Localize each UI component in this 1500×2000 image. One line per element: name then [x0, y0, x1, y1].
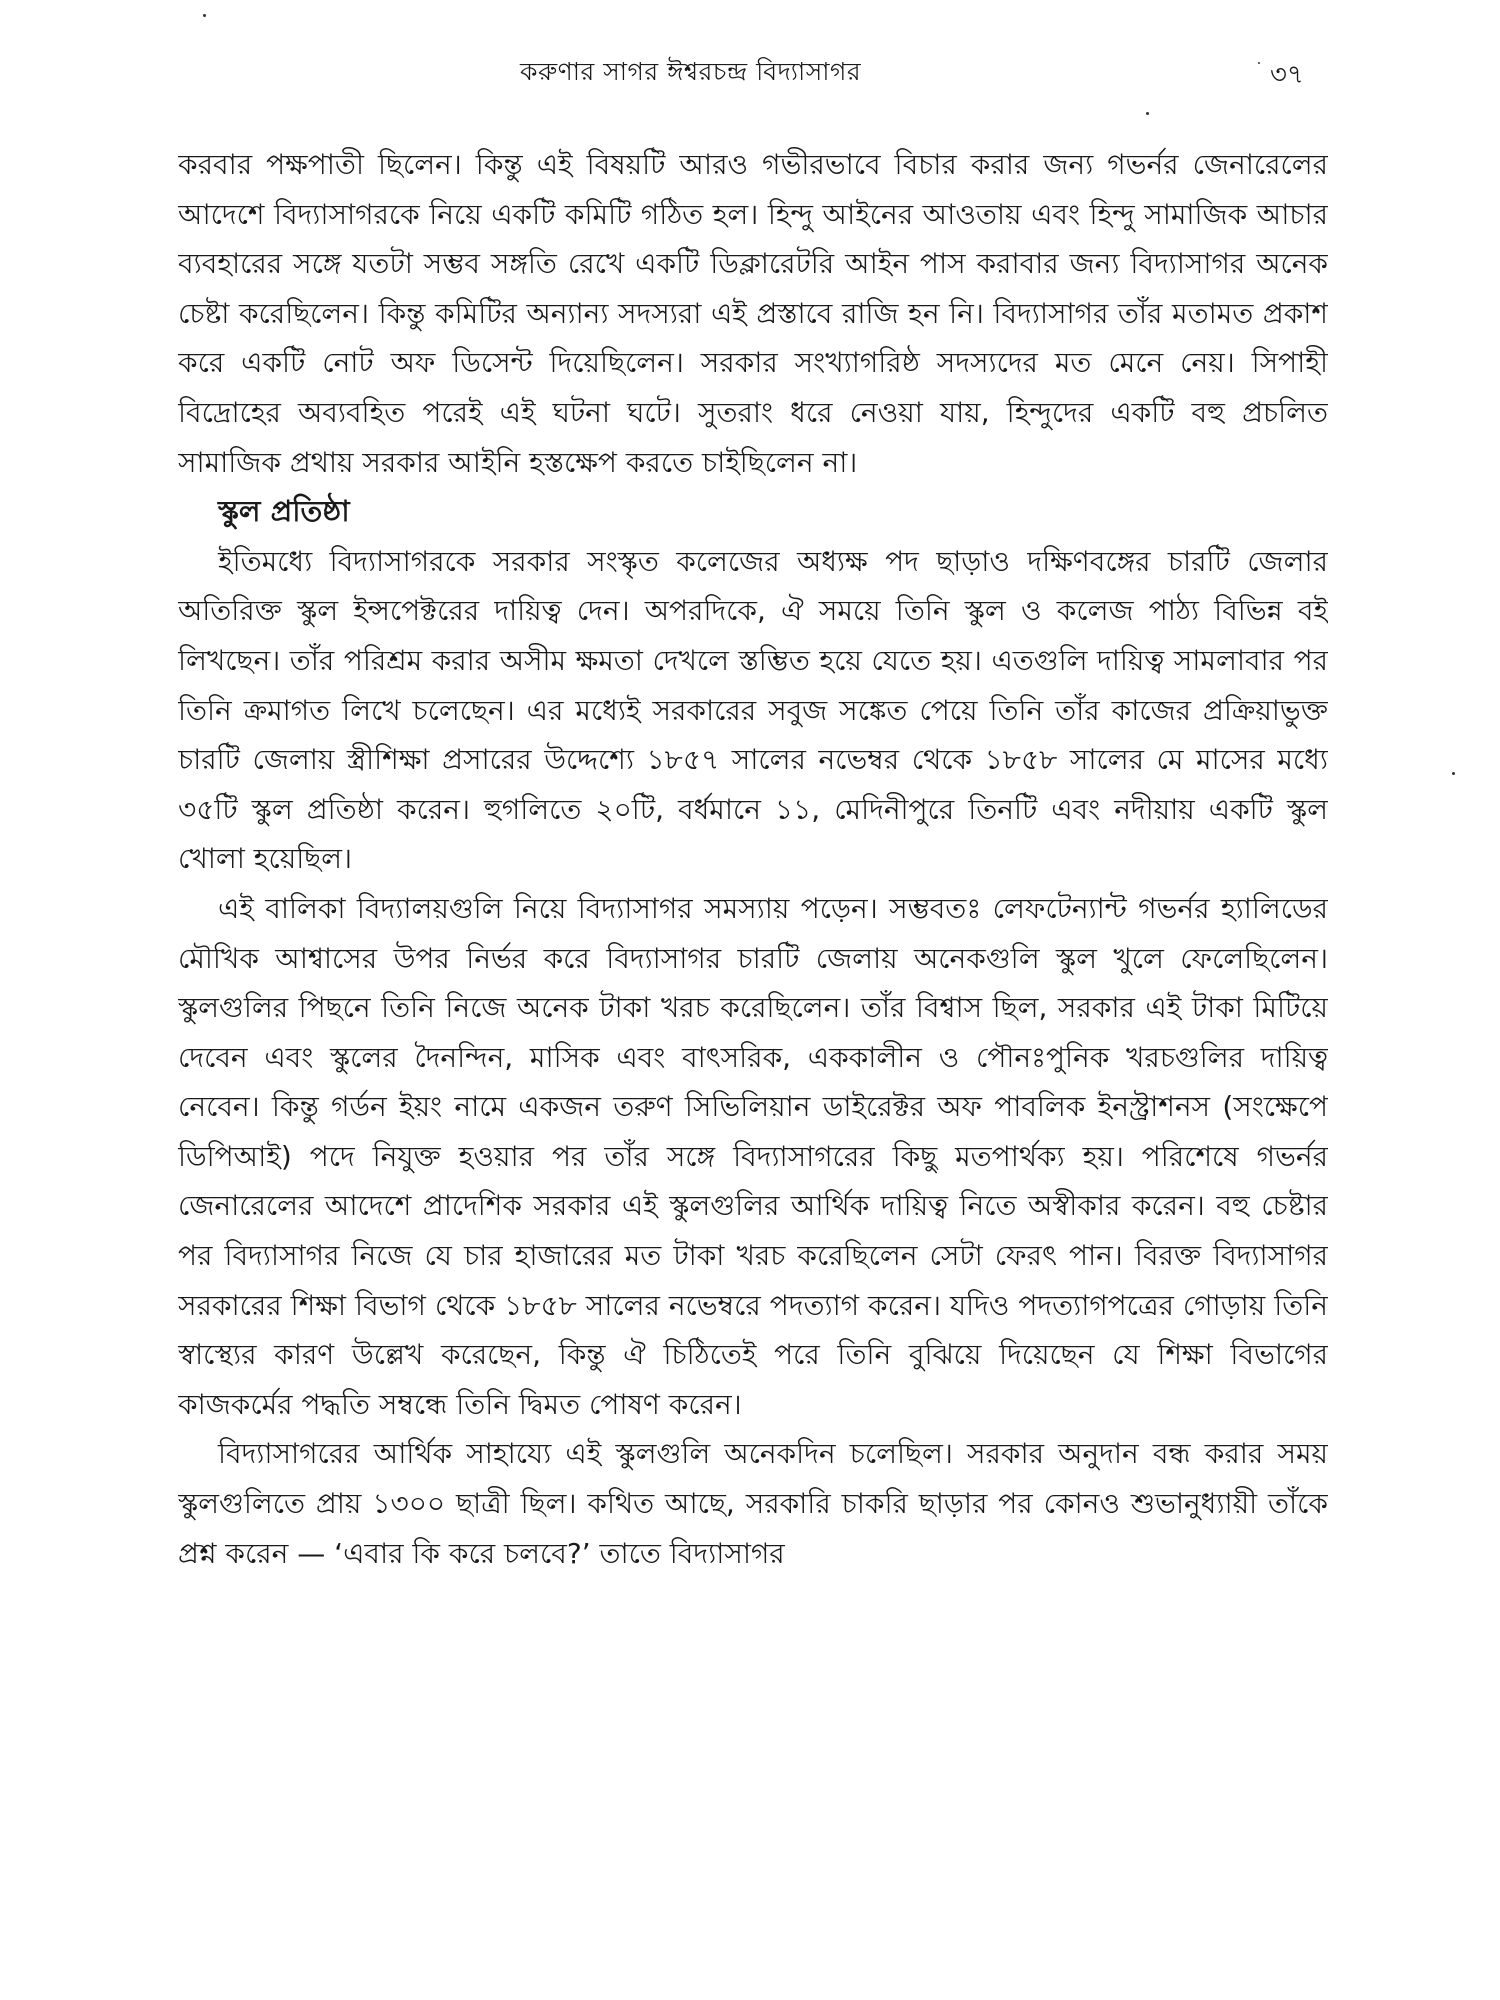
running-head: করুণার সাগর ঈশ্বরচন্দ্র বিদ্যাসাগর: [520, 57, 862, 86]
paragraph: ইতিমধ্যে বিদ্যাসাগরকে সরকার সংস্কৃত কলেজের অধ্যক্ষ পদ ছাড়াও দক্ষিণবঙ্গের চারটি জেলার অতিরিক্ত স্কুল ইন্সপেক্টরের দায়িত্ব দেন। অপরদিকে, ঐ সময়ে তিনি স্কুল ও কলেজ পাঠ্য বিভিন্ন বই লিখছেন। তাঁর পরিশ্রম করার অসীম ক্ষমতা দেখলে স্তম্ভিত হয়ে যেতে হয়। এতগুলি দায়িত্ব সামলাবার পর তিনি ক্রমাগত লিখে চলেছেন। এর মধ্যেই সরকারের সবুজ সঙ্কেত পেয়ে তিনি তাঁর কাজের প্রক্রিয়াভুক্ত চারটি জেলায় স্ত্রীশিক্ষা প্রসারের উদ্দেশ্যে ১৮৫৭ সালের নভেম্বর থেকে ১৮৫৮ সালের মে মাসের মধ্যে ৩৫টি স্কুল প্রতিষ্ঠা করেন। হুগলিতে ২০টি, বর্ধমানে ১১, মেদিনীপুরে তিনটি এবং নদীয়ায় একটি স্কুল খোলা হয়েছিল।: [178, 544, 1328, 876]
paragraph: বিদ্যাসাগরের আর্থিক সাহায্যে এই স্কুলগুলি অনেকদিন চলেছিল। সরকার অনুদান বন্ধ করার সময় স্কুলগুলিতে প্রায় ১৩০০ ছাত্রী ছিল। কথিত আছে, সরকারি চাকরি ছাড়ার পর কোনও শুভানুধ্যায়ী তাঁকে প্রশ্ন করেন — ‘এবার কি করে চলবে?’ তাতে বিদ্যাসাগর: [178, 1437, 1328, 1570]
section-heading: স্কুল প্রতিষ্ঠা: [218, 494, 350, 529]
paragraph: এই বালিকা বিদ্যালয়গুলি নিয়ে বিদ্যাসাগর সমস্যায় পড়েন। সম্ভবতঃ লেফটেন্যান্ট গভর্নর হ্যালিডের মৌখিক আশ্বাসের উপর নির্ভর করে বিদ্যাসাগর চারটি জেলায় অনেকগুলি স্কুল খুলে ফেলেছিলেন। স্কুলগুলির পিছনে তিনি নিজে অনেক টাকা খরচ করেছিলেন। তাঁর বিশ্বাস ছিল, সরকার এই টাকা মিটিয়ে দেবেন এবং স্কুলের দৈনন্দিন, মাসিক এবং বাৎসরিক, এককালীন ও পৌনঃপুনিক খরচগুলির দায়িত্ব নেবেন। কিন্তু গর্ডন ইয়ং নামে একজন তরুণ সিভিলিয়ান ডাইরেক্টর অফ পাবলিক ইনস্ট্রাশনস (সংক্ষেপে ডিপিআই) পদে নিযুক্ত হওয়ার পর তাঁর সঙ্গে বিদ্যাসাগরের কিছু মতপার্থক্য হয়। পরিশেষে গভর্নর জেনারেলের আদেশে প্রাদেশিক সরকার এই স্কুলগুলির আর্থিক দায়িত্ব নিতে অস্বীকার করেন। বহু চেষ্টার পর বিদ্যাসাগর নিজে যে চার হাজারের মত টাকা খরচ করেছিলেন সেটা ফেরৎ পান। বিরক্ত বিদ্যাসাগর সরকারের শিক্ষা বিভাগ থেকে ১৮৫৮ সালের নভেম্বরে পদত্যাগ করেন। যদিও পদত্যাগপত্রের গোড়ায় তিনি স্বাস্থ্যের কারণ উল্লেখ করেছেন, কিন্তু ঐ চিঠিতেই পরে তিনি বুঝিয়ে দিয়েছেন যে শিক্ষা বিভাগের কাজকর্মের পদ্ধতি সম্বন্ধে তিনি দ্বিমত পোষণ করেন।: [178, 891, 1328, 1421]
page-header: [0, 52, 1500, 92]
scan-speck: [1146, 112, 1149, 115]
scan-speck: [1452, 772, 1455, 775]
body-text: [178, 140, 1328, 1960]
page-number: ৩৭: [1270, 60, 1304, 90]
scan-speck: [1258, 62, 1260, 64]
paragraph-continued: করবার পক্ষপাতী ছিলেন। কিন্তু এই বিষয়টি আরও গভীরভাবে বিচার করার জন্য গভর্নর জেনারেলের আদেশে বিদ্যাসাগরকে নিয়ে একটি কমিটি গঠিত হল। হিন্দু আইনের আওতায় এবং হিন্দু সামাজিক আচার ব্যবহারের সঙ্গে যতটা সম্ভব সঙ্গতি রেখে একটি ডিক্লারেটরি আইন পাস করাবার জন্য বিদ্যাসাগর অনেক চেষ্টা করেছিলেন। কিন্তু কমিটির অন্যান্য সদস্যরা এই প্রস্তাবে রাজি হন নি। বিদ্যাসাগর তাঁর মতামত প্রকাশ করে একটি নোট অফ ডিসেন্ট দিয়েছিলেন। সরকার সংখ্যাগরিষ্ঠ সদস্যদের মত মেনে নেয়। সিপাহী বিদ্রোহের অব্যবহিত পরেই এই ঘটনা ঘটে। সুতরাং ধরে নেওয়া যায়, হিন্দুদের একটি বহু প্রচলিত সামাজিক প্রথায় সরকার আইনি হস্তক্ষেপ করতে চাইছিলেন না।: [178, 148, 1328, 479]
scan-speck: [203, 14, 206, 17]
